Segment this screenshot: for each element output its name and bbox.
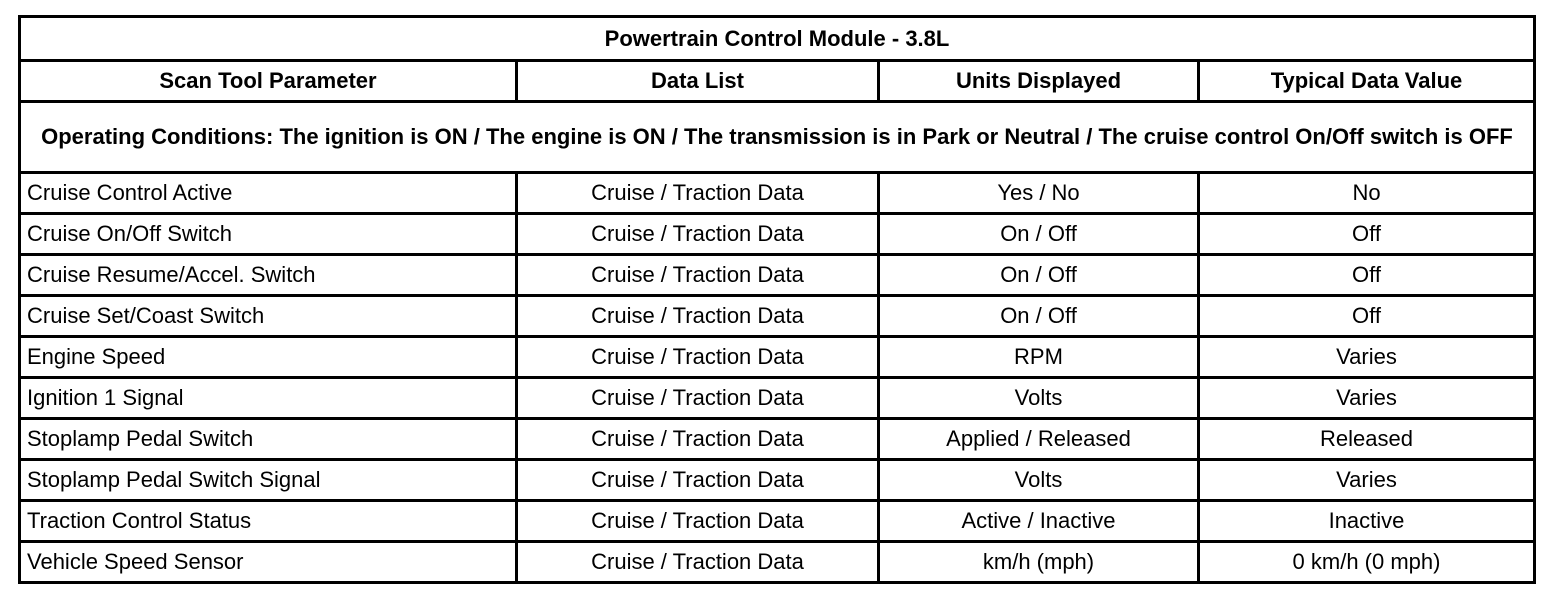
table-title-row xyxy=(20,17,1535,61)
header-data-list: Data List xyxy=(517,61,879,102)
parameter-cell: Stoplamp Pedal Switch xyxy=(20,419,517,460)
operating-conditions-row xyxy=(20,102,1535,173)
parameter-cell: Cruise Set/Coast Switch xyxy=(20,296,517,337)
units-cell: Active / Inactive xyxy=(879,501,1199,542)
table-row xyxy=(20,419,1535,460)
parameter-cell: Cruise On/Off Switch xyxy=(20,214,517,255)
parameter-cell: Cruise Control Active xyxy=(20,173,517,214)
data-list-cell: Cruise / Traction Data xyxy=(517,173,879,214)
data-list-cell: Cruise / Traction Data xyxy=(517,337,879,378)
typical-value-cell: Released xyxy=(1199,419,1535,460)
table-row xyxy=(20,337,1535,378)
typical-value-cell: Off xyxy=(1199,296,1535,337)
typical-value-cell: Inactive xyxy=(1199,501,1535,542)
data-list-cell: Cruise / Traction Data xyxy=(517,214,879,255)
units-cell: km/h (mph) xyxy=(879,542,1199,583)
typical-value-cell: Off xyxy=(1199,214,1535,255)
data-list-cell: Cruise / Traction Data xyxy=(517,460,879,501)
parameter-cell: Traction Control Status xyxy=(20,501,517,542)
data-list-cell: Cruise / Traction Data xyxy=(517,296,879,337)
units-cell: On / Off xyxy=(879,214,1199,255)
data-list-cell: Cruise / Traction Data xyxy=(517,501,879,542)
parameter-cell: Engine Speed xyxy=(20,337,517,378)
table-row xyxy=(20,501,1535,542)
table-header-row xyxy=(20,61,1535,102)
units-cell: On / Off xyxy=(879,296,1199,337)
operating-conditions: Operating Conditions: The ignition is ON / The engine is ON / The transmission is in Park or Neutral / The cruise control On/Off switch is OFF xyxy=(20,102,1535,173)
units-cell: Volts xyxy=(879,378,1199,419)
typical-value-cell: 0 km/h (0 mph) xyxy=(1199,542,1535,583)
header-units-displayed: Units Displayed xyxy=(879,61,1199,102)
table-title: Powertrain Control Module - 3.8L xyxy=(20,17,1535,61)
parameter-cell: Stoplamp Pedal Switch Signal xyxy=(20,460,517,501)
units-cell: Volts xyxy=(879,460,1199,501)
units-cell: RPM xyxy=(879,337,1199,378)
units-cell: On / Off xyxy=(879,255,1199,296)
header-scan-tool-parameter: Scan Tool Parameter xyxy=(20,61,517,102)
table-row xyxy=(20,378,1535,419)
table-row xyxy=(20,460,1535,501)
scan-tool-data-table xyxy=(18,15,1536,584)
table-row xyxy=(20,214,1535,255)
data-list-cell: Cruise / Traction Data xyxy=(517,419,879,460)
header-typical-data-value: Typical Data Value xyxy=(1199,61,1535,102)
typical-value-cell: Varies xyxy=(1199,378,1535,419)
data-list-cell: Cruise / Traction Data xyxy=(517,542,879,583)
table-row xyxy=(20,173,1535,214)
table-row xyxy=(20,296,1535,337)
parameter-cell: Vehicle Speed Sensor xyxy=(20,542,517,583)
typical-value-cell: No xyxy=(1199,173,1535,214)
data-list-cell: Cruise / Traction Data xyxy=(517,378,879,419)
typical-value-cell: Varies xyxy=(1199,337,1535,378)
table-row xyxy=(20,542,1535,583)
data-list-cell: Cruise / Traction Data xyxy=(517,255,879,296)
parameter-cell: Cruise Resume/Accel. Switch xyxy=(20,255,517,296)
table-row xyxy=(20,255,1535,296)
parameter-cell: Ignition 1 Signal xyxy=(20,378,517,419)
units-cell: Applied / Released xyxy=(879,419,1199,460)
units-cell: Yes / No xyxy=(879,173,1199,214)
typical-value-cell: Off xyxy=(1199,255,1535,296)
typical-value-cell: Varies xyxy=(1199,460,1535,501)
